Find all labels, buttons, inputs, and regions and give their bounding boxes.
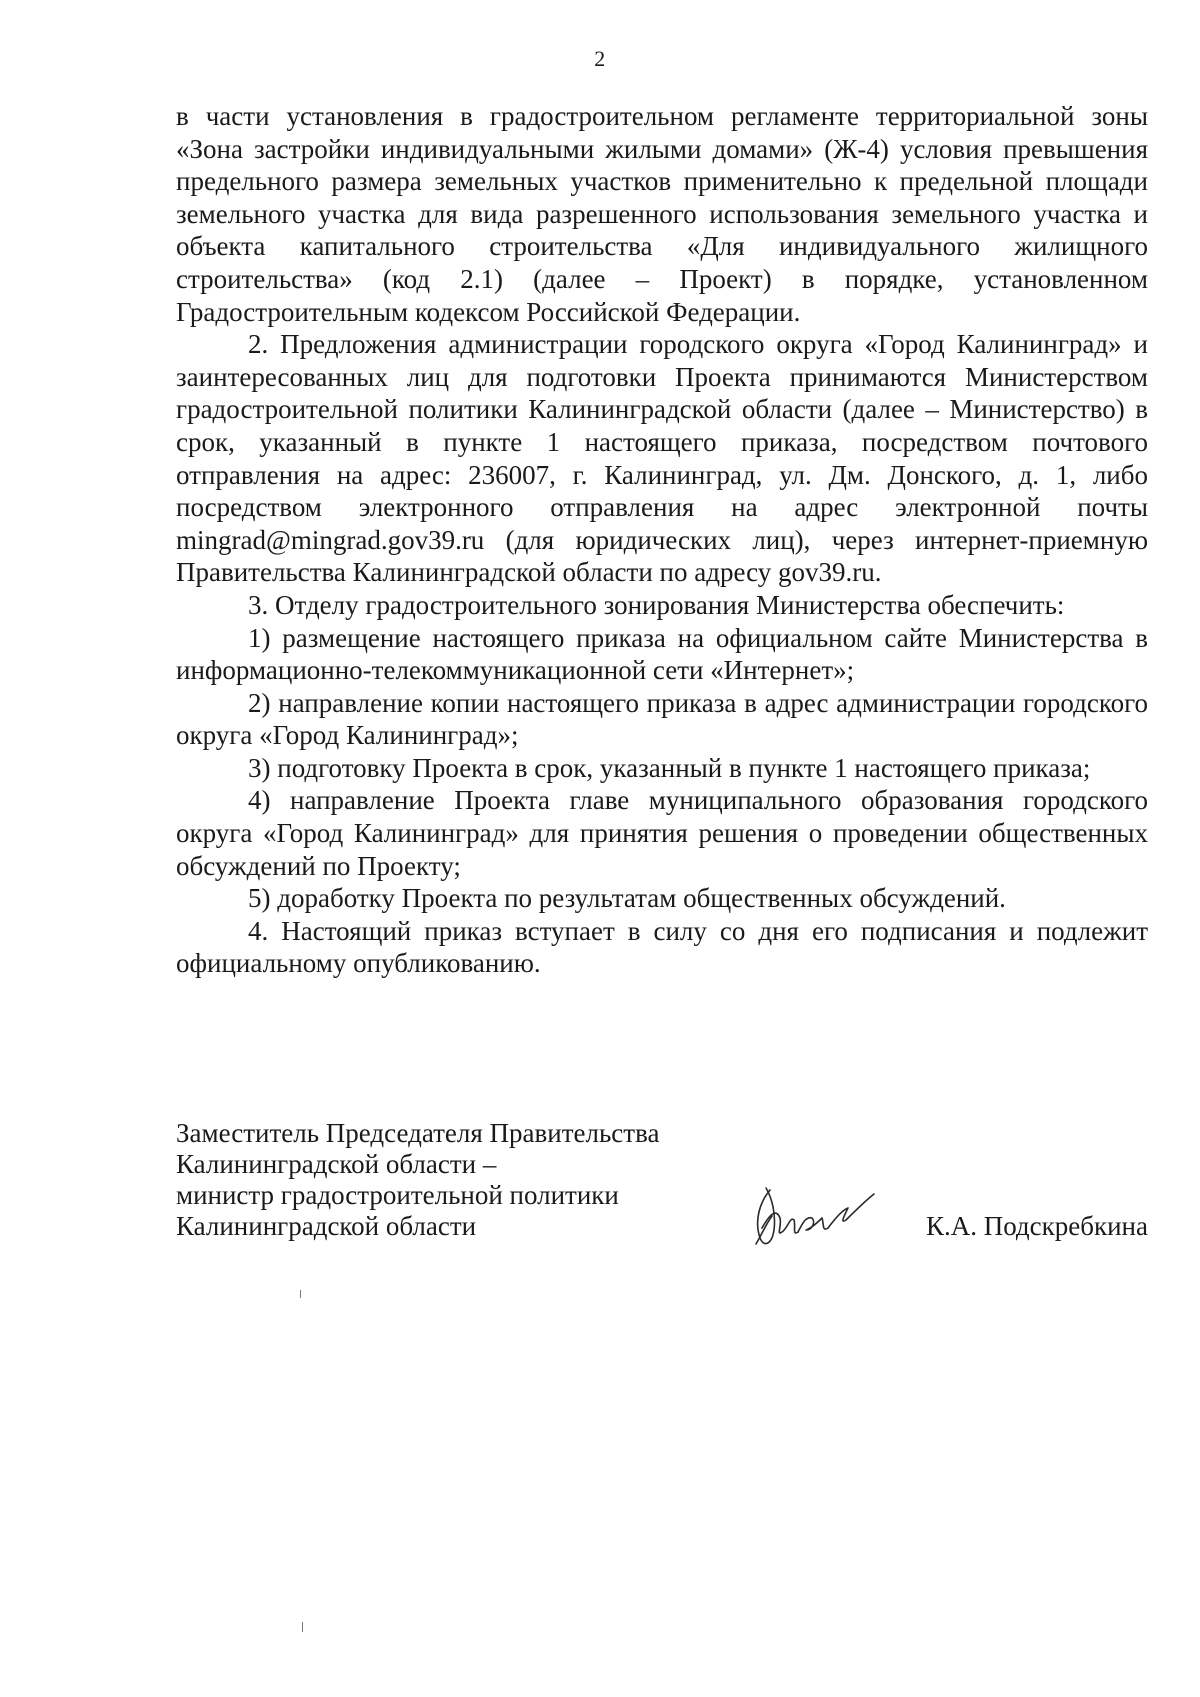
signer-position-line-3: министр градостроительной политики: [176, 1180, 619, 1210]
scan-speck: [300, 1290, 301, 1298]
signer-position-line-4: Калининградской области: [176, 1211, 477, 1241]
paragraph-continuation: в части установления в градостроительном регламенте территориальной зоны «Зона застройки индивидуальными жилыми домами» (Ж-4) условия превышения предельного размера земельных участков применительно к предельной площади земельного участка для вида разрешенного использования земельного участка и объекта капитального строительства «Для индивидуального жилищного строительства» (код 2.1) (далее – Проект) в порядке, установленном Градостроительным кодексом Российской Федерации.: [176, 101, 1148, 327]
scan-speck: [302, 1622, 303, 1632]
signer-position-line-2: Калининградской области –: [176, 1149, 497, 1179]
subitem-4: 4) направление Проекта главе муниципального образования городского округа «Город Калининград» для принятия решения о проведении общественных обсуждений по Проекту;: [176, 785, 1148, 881]
paragraph-item-4: 4. Настоящий приказ вступает в силу со дня его подписания и подлежит официальному опубликованию.: [176, 915, 1148, 979]
subitem-1: 1) размещение настоящего приказа на официальном сайте Министерства в информационно-телекоммуникационной сети «Интернет»;: [176, 622, 1148, 686]
paragraph-item-2: 2. Предложения администрации городского округа «Город Калининград» и заинтересованных лиц для подготовки Проекта принимаются Министерством градостроительной политики Калининградской области (далее – Министерство) в срок, указанный в пункте 1 настоящего приказа, посредством почтового отправления на адрес: 236007, г. Калининград, ул. Дм. Донского, д. 1, либо посредством электронного отправления на адрес электронной почты mingrad@mingrad.gov39.ru (для юридических лиц), через интернет-приемную Правительства Калининградской области по адресу gov39.ru.: [176, 329, 1148, 588]
signature-block: [176, 1118, 1148, 1242]
document-body: [176, 100, 1148, 980]
subitem-3: 3) подготовку Проекта в срок, указанный в пункте 1 настоящего приказа;: [248, 752, 1091, 783]
subitem-2: 2) направление копии настоящего приказа в адрес администрации городского округа «Город Калининград»;: [176, 687, 1148, 751]
signer-name: К.А. Подскребкина: [925, 1211, 1148, 1241]
page-number: 2: [594, 46, 606, 71]
signer-position-line-1: Заместитель Председателя Правительства: [176, 1118, 660, 1148]
subitem-5: 5) доработку Проекта по результатам общественных обсуждений.: [248, 883, 1006, 914]
handwritten-signature: [736, 1158, 886, 1258]
paragraph-item-3: 3. Отделу градостроительного зонирования Министерства обеспечить:: [248, 589, 1065, 620]
